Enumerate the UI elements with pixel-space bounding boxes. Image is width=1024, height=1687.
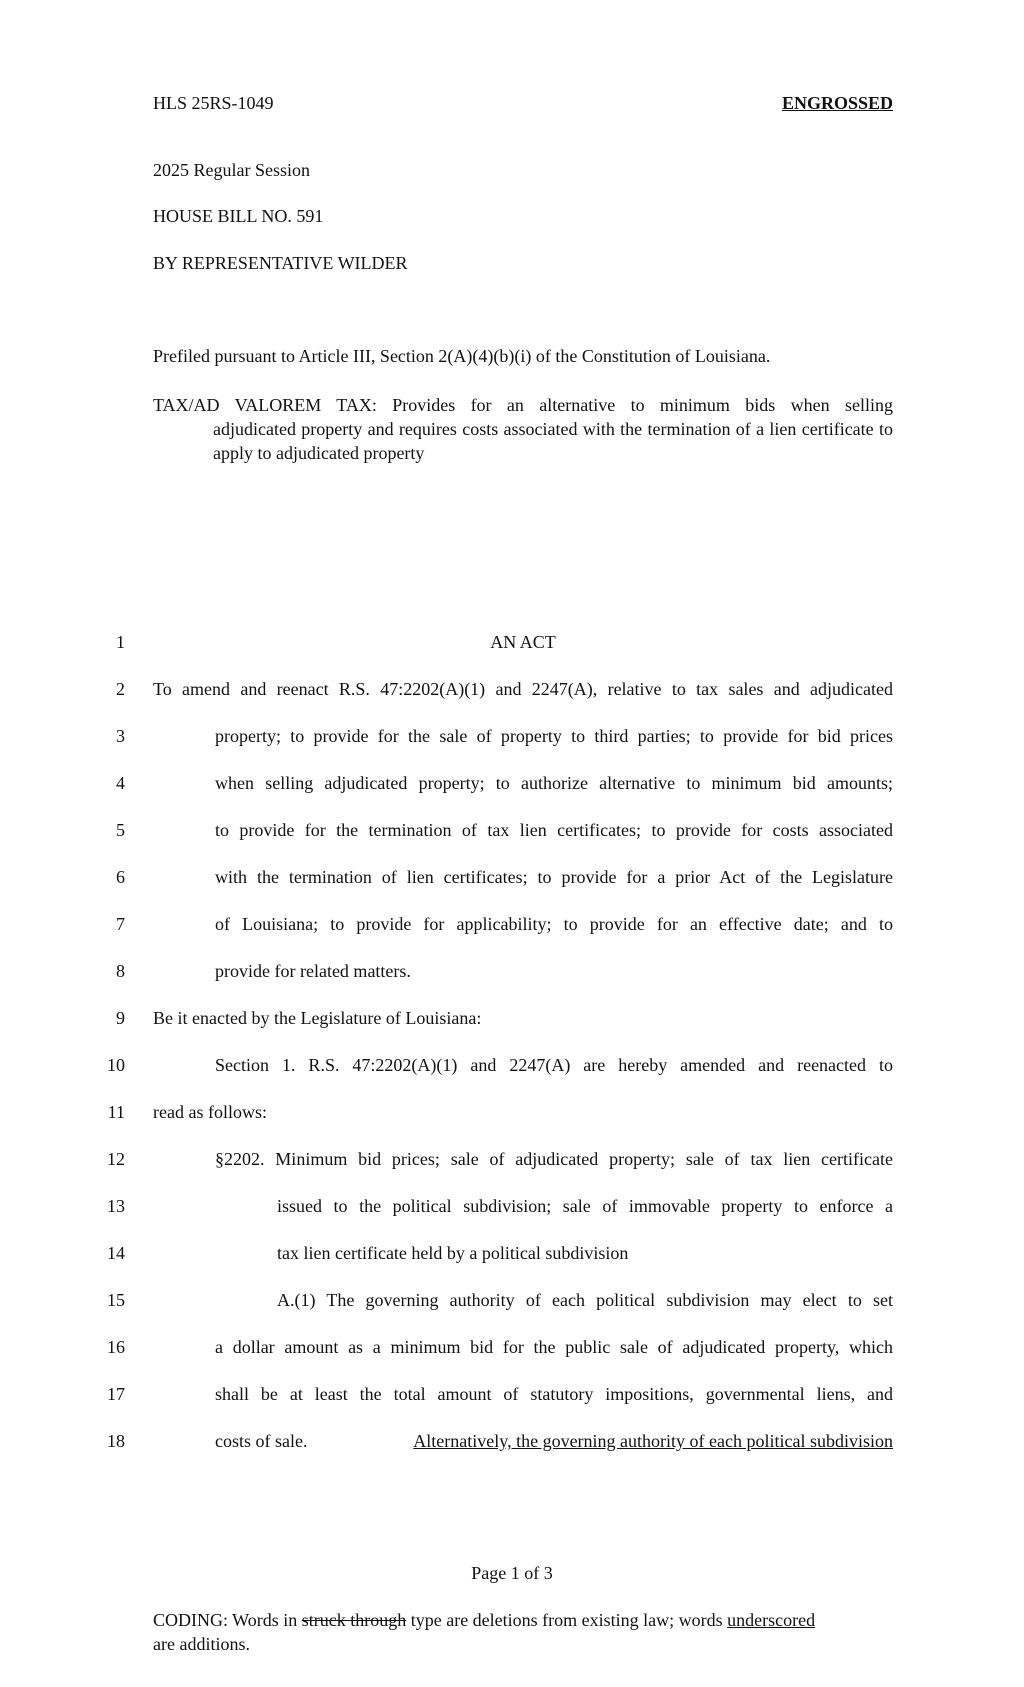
page-number: Page 1 of 3 (471, 1563, 553, 1583)
digest-rest: adjudicated property and requires costs associated with the termination of a lien certificate to apply to adjudicated property (213, 419, 893, 463)
body-line: property; to provide for the sale of property to third parties; to provide for bid prices (215, 726, 893, 746)
body-line: To amend and reenact R.S. 47:2202(A)(1) and 2247(A), relative to tax sales and adjudicated (153, 679, 893, 699)
body-line: shall be at least the total amount of statutory impositions, governmental liens, and (215, 1384, 893, 1404)
coding-struck: struck through (301, 1610, 407, 1630)
section-heading: issued to the political subdivision; sale of immovable property to enforce a (277, 1196, 893, 1216)
body-text: costs of sale. (215, 1431, 308, 1451)
line-number: 13 (107, 1196, 125, 1216)
line-number: 4 (116, 773, 125, 793)
line-number: 1 (116, 632, 125, 652)
body-line: to provide for the termination of tax lien certificates; to provide for costs associated (215, 820, 893, 840)
bill-number: HOUSE BILL NO. 591 (153, 206, 324, 226)
line-number: 15 (107, 1290, 125, 1310)
line-number: 17 (107, 1384, 125, 1404)
body-line: read as follows: (153, 1102, 267, 1122)
body-line (215, 1431, 893, 1452)
body-line: Section 1. R.S. 47:2202(A)(1) and 2247(A) are hereby amended and reenacted to (215, 1055, 893, 1075)
digest (153, 393, 893, 465)
session-label: 2025 Regular Session (153, 160, 310, 180)
coding-mid: type are deletions from existing law; words (410, 1610, 723, 1630)
line-number: 3 (116, 726, 125, 746)
line-number: 7 (116, 914, 125, 934)
body-line: when selling adjudicated property; to authorize alternative to minimum bid amounts; (215, 773, 893, 793)
line-number: 6 (116, 867, 125, 887)
act-title: AN ACT (490, 632, 556, 652)
line-number: 2 (116, 679, 125, 699)
body-line: with the termination of lien certificates; to provide for a prior Act of the Legislature (215, 867, 893, 887)
coding-underscored: underscored (727, 1610, 816, 1630)
line-number: 18 (107, 1431, 125, 1451)
line-number: 11 (107, 1102, 125, 1122)
prefiled-note: Prefiled pursuant to Article III, Section 2(A)(4)(b)(i) of the Constitution of Louisiana. (153, 346, 771, 366)
bill-status: ENGROSSED (781, 93, 893, 113)
bill-author: BY REPRESENTATIVE WILDER (153, 253, 408, 273)
coding-end: are additions. (153, 1634, 250, 1654)
added-text: Alternatively, the governing authority of each political subdivision (413, 1431, 893, 1451)
section-heading: §2202. Minimum bid prices; sale of adjudicated property; sale of tax lien certificate (215, 1149, 893, 1169)
line-number: 12 (107, 1149, 125, 1169)
digest-first-line: TAX/AD VALOREM TAX: Provides for an alternative to minimum bids when selling (153, 395, 893, 415)
body-line: A.(1) The governing authority of each political subdivision may elect to set (277, 1290, 893, 1310)
body-line: Be it enacted by the Legislature of Louisiana: (153, 1008, 482, 1028)
line-number: 8 (116, 961, 125, 981)
line-number: 16 (107, 1337, 125, 1357)
line-number: 14 (107, 1243, 125, 1263)
coding-prefix: CODING: Words in (153, 1610, 298, 1630)
coding-note (153, 1608, 893, 1656)
section-heading: tax lien certificate held by a political subdivision (277, 1243, 629, 1263)
line-number: 10 (107, 1055, 125, 1075)
body-line: provide for related matters. (215, 961, 411, 981)
body-line: a dollar amount as a minimum bid for the public sale of adjudicated property, which (215, 1337, 893, 1357)
line-number: 9 (116, 1008, 125, 1028)
line-number: 5 (116, 820, 125, 840)
bill-code: HLS 25RS-1049 (153, 93, 274, 113)
body-line: of Louisiana; to provide for applicability; to provide for an effective date; and to (215, 914, 893, 934)
